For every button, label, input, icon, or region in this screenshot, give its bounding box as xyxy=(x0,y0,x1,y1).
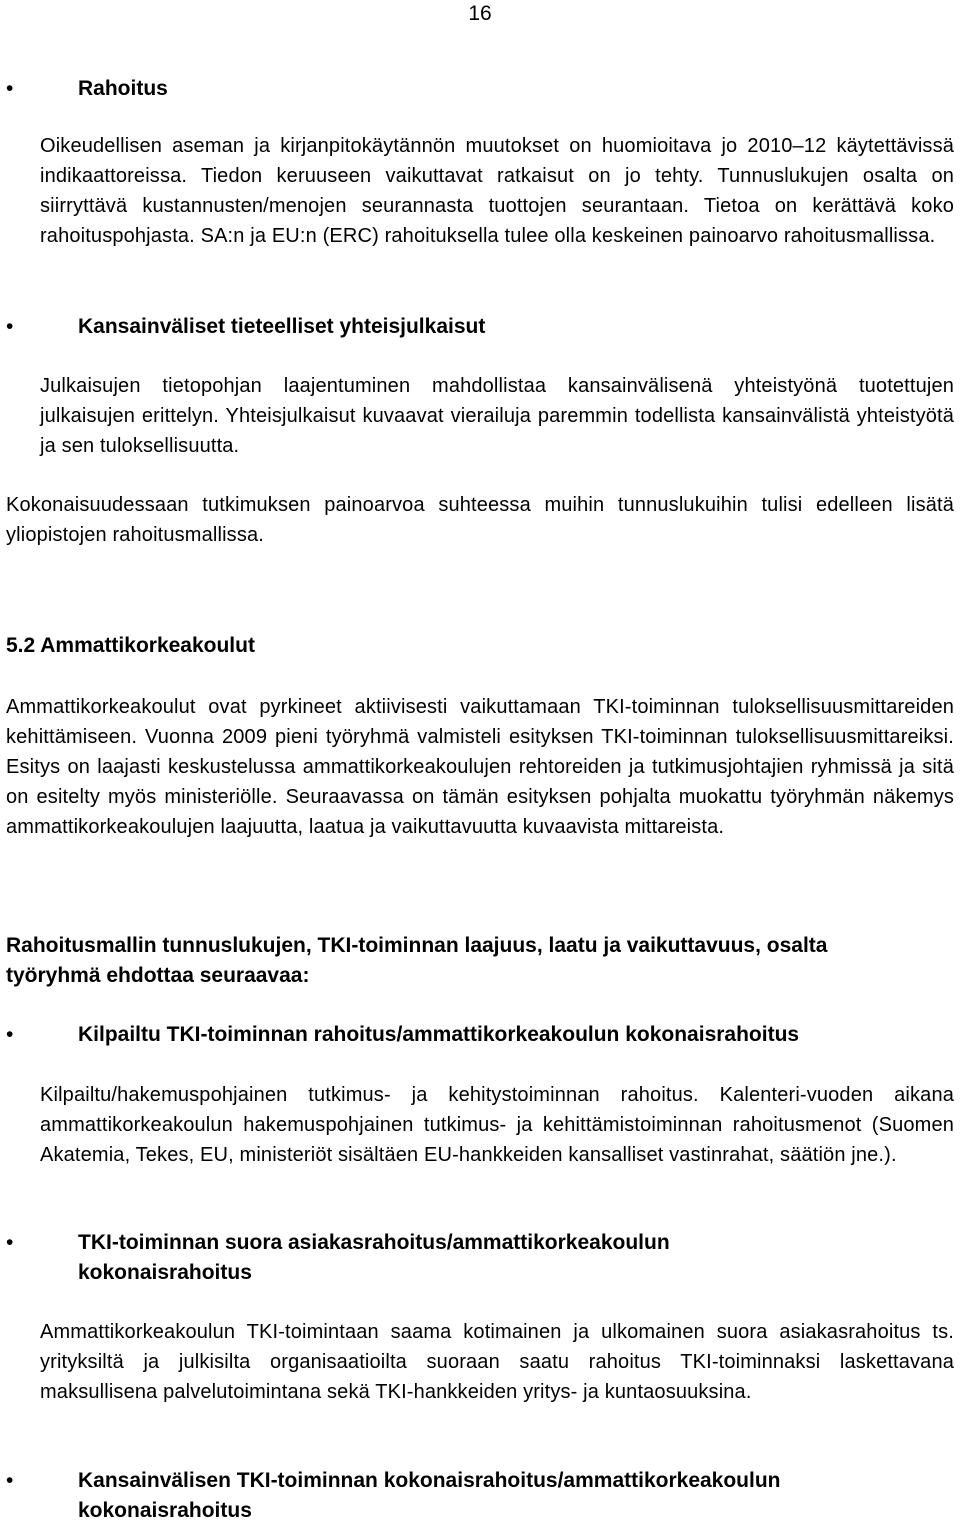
heading-text: Rahoitus xyxy=(78,77,168,100)
paragraph-rahoitus: Oikeudellisen aseman ja kirjanpitokäytännön muutokset on huomioitava jo 2010–12 käytettävissä indikaattoreissa. Tiedon keruuseen vaikuttavat ratkaisut on jo tehty. Tunnuslukujen osalta on siirryttävä kustannusten/menojen seurannasta tuottojen seurantaan. Tietoa on kerättävä koko rahoituspohjasta. SA:n ja EU:n (ERC) rahoituksella tulee olla keskeinen painoarvo rahoitusmallissa. xyxy=(40,135,954,247)
heading-text: TKI-toiminnan suora asiakasrahoitus/ammattikorkeakoulun kokonaisrahoitus xyxy=(78,1231,670,1284)
section-heading-5-2: 5.2 Ammattikorkeakoulut xyxy=(6,634,255,657)
paragraph-yhteisjulkaisut: Julkaisujen tietopohjan laajentuminen mahdollistaa kansainvälisenä yhteistyönä tuotettujen julkaisujen erittelyn. Yhteisjulkaisut kuvaavat vierailuja paremmin todellista kansainvälistä yhteistyötä ja sen tuloksellisuutta. xyxy=(40,375,954,457)
bullet-icon: • xyxy=(6,1231,14,1254)
heading-text: Kilpailtu TKI-toiminnan rahoitus/ammattikorkeakoulun kokonaisrahoitus xyxy=(78,1023,800,1046)
rahoitusmalli-heading: Rahoitusmallin tunnuslukujen, TKI-toiminnan laajuus, laatu ja vaikuttavuus, osalta työryhmä ehdottaa seuraavaa: xyxy=(6,934,828,987)
heading-text: Kansainväliset tieteelliset yhteisjulkaisut xyxy=(78,315,486,338)
paragraph-kokonaisuudessaan: Kokonaisuudessaan tutkimuksen painoarvoa suhteessa muihin tunnuslukuihin tulisi edelleen lisätä yliopistojen rahoitusmallissa. xyxy=(6,494,954,546)
heading-text: Kansainvälisen TKI-toiminnan kokonaisrahoitus/ammattikorkeakoulun kokonaisrahoitus xyxy=(78,1469,781,1522)
paragraph-ammattikorkeakoulut: Ammattikorkeakoulut ovat pyrkineet aktiivisesti vaikuttamaan TKI-toiminnan tuloksellisuusmittareiden kehittämiseen. Vuonna 2009 pieni työryhmä valmisteli esityksen TKI-toiminnan tuloksellisuusmittareiksi. Esitys on laajasti keskustelussa ammattikorkeakoulujen rehtoreiden ja tutkimusjohtajien ryhmissä ja sitä on esitelty myös ministeriölle. Seuraavassa on tämän esityksen pohjalta muokattu työryhmän näkemys ammattikorkeakoulujen laajuutta, laatua ja vaikuttavuutta kuvaavista mittareista. xyxy=(6,696,954,838)
bullet-icon: • xyxy=(6,315,14,338)
bullet-icon: • xyxy=(6,77,14,100)
paragraph-suora: Ammattikorkeakoulun TKI-toimintaan saama kotimainen ja ulkomainen suora asiakasrahoitus ts. yrityksiltä ja julkisilta organisaatioilta suoraan saatu rahoitus TKI-toiminnaksi laskettavana maksullisena palvelutoimintana sekä TKI-hankkeiden yritys- ja kuntaosuuksina. xyxy=(40,1321,954,1403)
paragraph-kilpailtu: Kilpailtu/hakemuspohjainen tutkimus- ja kehitystoiminnan rahoitus. Kalenteri-vuoden aikana ammattikorkeakoulun hakemuspohjainen tutkimus- ja kehittämistoiminnan rahoitusmenot (Suomen Akatemia, Tekes, EU, ministeriöt sisältäen EU-hankkeiden kansalliset vastinrahat, säätiön jne.). xyxy=(40,1084,954,1166)
bullet-icon: • xyxy=(6,1469,14,1492)
bullet-icon: • xyxy=(6,1023,14,1046)
page-number: 16 xyxy=(468,2,492,25)
